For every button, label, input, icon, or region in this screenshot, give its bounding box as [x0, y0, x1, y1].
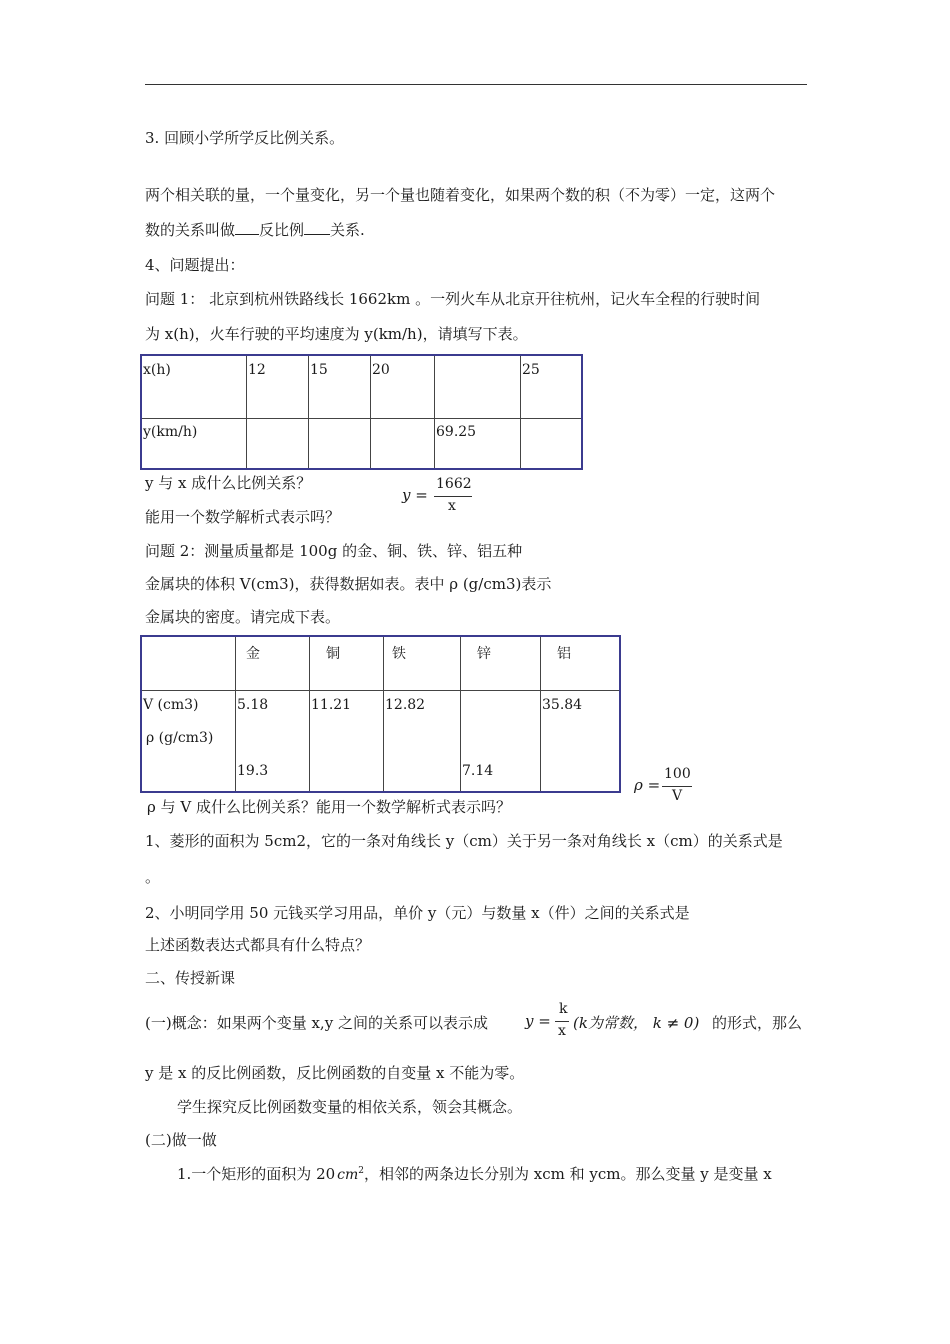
section-3-heading: 3. 回顾小学所学反比例关系。 [145, 129, 345, 147]
question-1-line2: 为 x(h)，火车行驶的平均速度为 y(km/h)，请填写下表。 [145, 325, 528, 343]
practice-1-text-a: 1.一个矩形的面积为 20 [177, 1165, 336, 1183]
practice-1-text-b: ，相邻的两条边长分别为 xcm 和 ycm。那么变量 y 是变量 x [364, 1165, 772, 1183]
paragraph-relation-line1: 两个相关联的量，一个量变化，另一个量也随着变化，如果两个数的积（不为零）一定，这两个 [145, 186, 776, 204]
concept-line-3: 学生探究反比例函数变量的相依关系，领会其概念。 [177, 1098, 523, 1116]
concept-line-2: y 是 x 的反比例函数，反比例函数的自变量 x 不能为零。 [145, 1064, 525, 1082]
paragraph-relation-line2 [145, 219, 365, 240]
relation-text-b: 关系. [330, 221, 365, 239]
table-header-cell [141, 636, 236, 691]
table-row [141, 691, 620, 793]
table-header-cell: 铝 [541, 636, 621, 691]
table-cell: y(km/h) [141, 419, 247, 470]
table-cell: 5.18 19.3 [236, 691, 310, 793]
table-cell: 25 [521, 355, 583, 419]
concept-line-1b: 的形式，那么 [712, 1014, 803, 1032]
table-cell: 12.82 [384, 691, 461, 793]
table-cell [247, 419, 309, 470]
table-cell [435, 355, 521, 419]
concept-line-1a: (一)概念：如果两个变量 x,y 之间的关系可以表示成 [145, 1014, 488, 1032]
question-2-line4: ρ 与 V 成什么比例关系？能用一个数学解析式表示吗？ [147, 798, 511, 816]
table-cell: x(h) [141, 355, 247, 419]
table-cell: 15 [309, 355, 371, 419]
unit-cm: cm [337, 1167, 359, 1183]
table-header-cell: 金 [236, 636, 310, 691]
header-rule [145, 84, 807, 85]
question-1-line4: 能用一个数学解析式表示吗？ [145, 508, 341, 526]
blank-2 [304, 234, 330, 235]
table-speed-time [140, 354, 583, 470]
table-header-cell: 锌 [461, 636, 541, 691]
table-cell [309, 419, 371, 470]
exercise-1-line2: 。 [145, 868, 161, 886]
table-row [141, 355, 582, 419]
question-2-line2: 金属块的体积 V(cm3)，获得数据如表。表中 ρ (g/cm3)表示 [145, 575, 552, 593]
section-do-heading: (二)做一做 [145, 1131, 217, 1149]
formula-y-k-over-x: y = k x (k为常数， k ≠ 0) [525, 1001, 700, 1039]
table-cell: 69.25 [435, 419, 521, 470]
section-4-heading: 4、问题提出： [145, 256, 245, 274]
section-2-heading: 二、传授新课 [145, 969, 236, 987]
question-2-line3: 金属块的密度。请完成下表。 [145, 608, 341, 626]
question-1-line1: 问题 1： 北京到杭州铁路线长 1662km 。一列火车从北京开往杭州，记火车全程的行驶时间 [145, 290, 761, 308]
table-row [141, 419, 582, 470]
table-cell: 11.21 [310, 691, 384, 793]
table-cell [371, 419, 435, 470]
unit-superscript: 2 [358, 1166, 365, 1176]
exercise-1-line1: 1、菱形的面积为 5cm2，它的一条对角线长 y（cm）关于另一条对角线长 x（cm）的关系式是 [145, 832, 783, 850]
exercise-summary-question: 上述函数表达式都具有什么特点？ [145, 936, 371, 954]
exercise-2: 2、小明同学用 50 元钱买学习用品，单价 y（元）与数量 x（件）之间的关系式是 [145, 904, 690, 922]
table-cell: 12 [247, 355, 309, 419]
table-cell: V (cm3) ρ (g/cm3) [141, 691, 236, 793]
formula-rho-100-over-v: ρ = 100 V [634, 766, 691, 804]
table-cell: 7.14 [461, 691, 541, 793]
formula-y-1662-over-x: y = 1662 x [402, 476, 472, 514]
practice-1 [177, 1163, 772, 1184]
table-header-row [141, 636, 620, 691]
table-cell: 20 [371, 355, 435, 419]
table-cell [521, 419, 583, 470]
question-1-line3: y 与 x 成什么比例关系？ [145, 474, 312, 492]
table-header-cell: 铁 [384, 636, 461, 691]
relation-answer: 反比例 [259, 221, 305, 239]
table-header-cell: 铜 [310, 636, 384, 691]
relation-text-a: 数的关系叫做 [145, 221, 236, 239]
table-cell: 35.84 [541, 691, 621, 793]
blank-1 [235, 234, 259, 235]
question-2-line1: 问题 2：测量质量都是 100g 的金、铜、铁、锌、铝五种 [145, 542, 523, 560]
table-metal-density [140, 635, 621, 793]
